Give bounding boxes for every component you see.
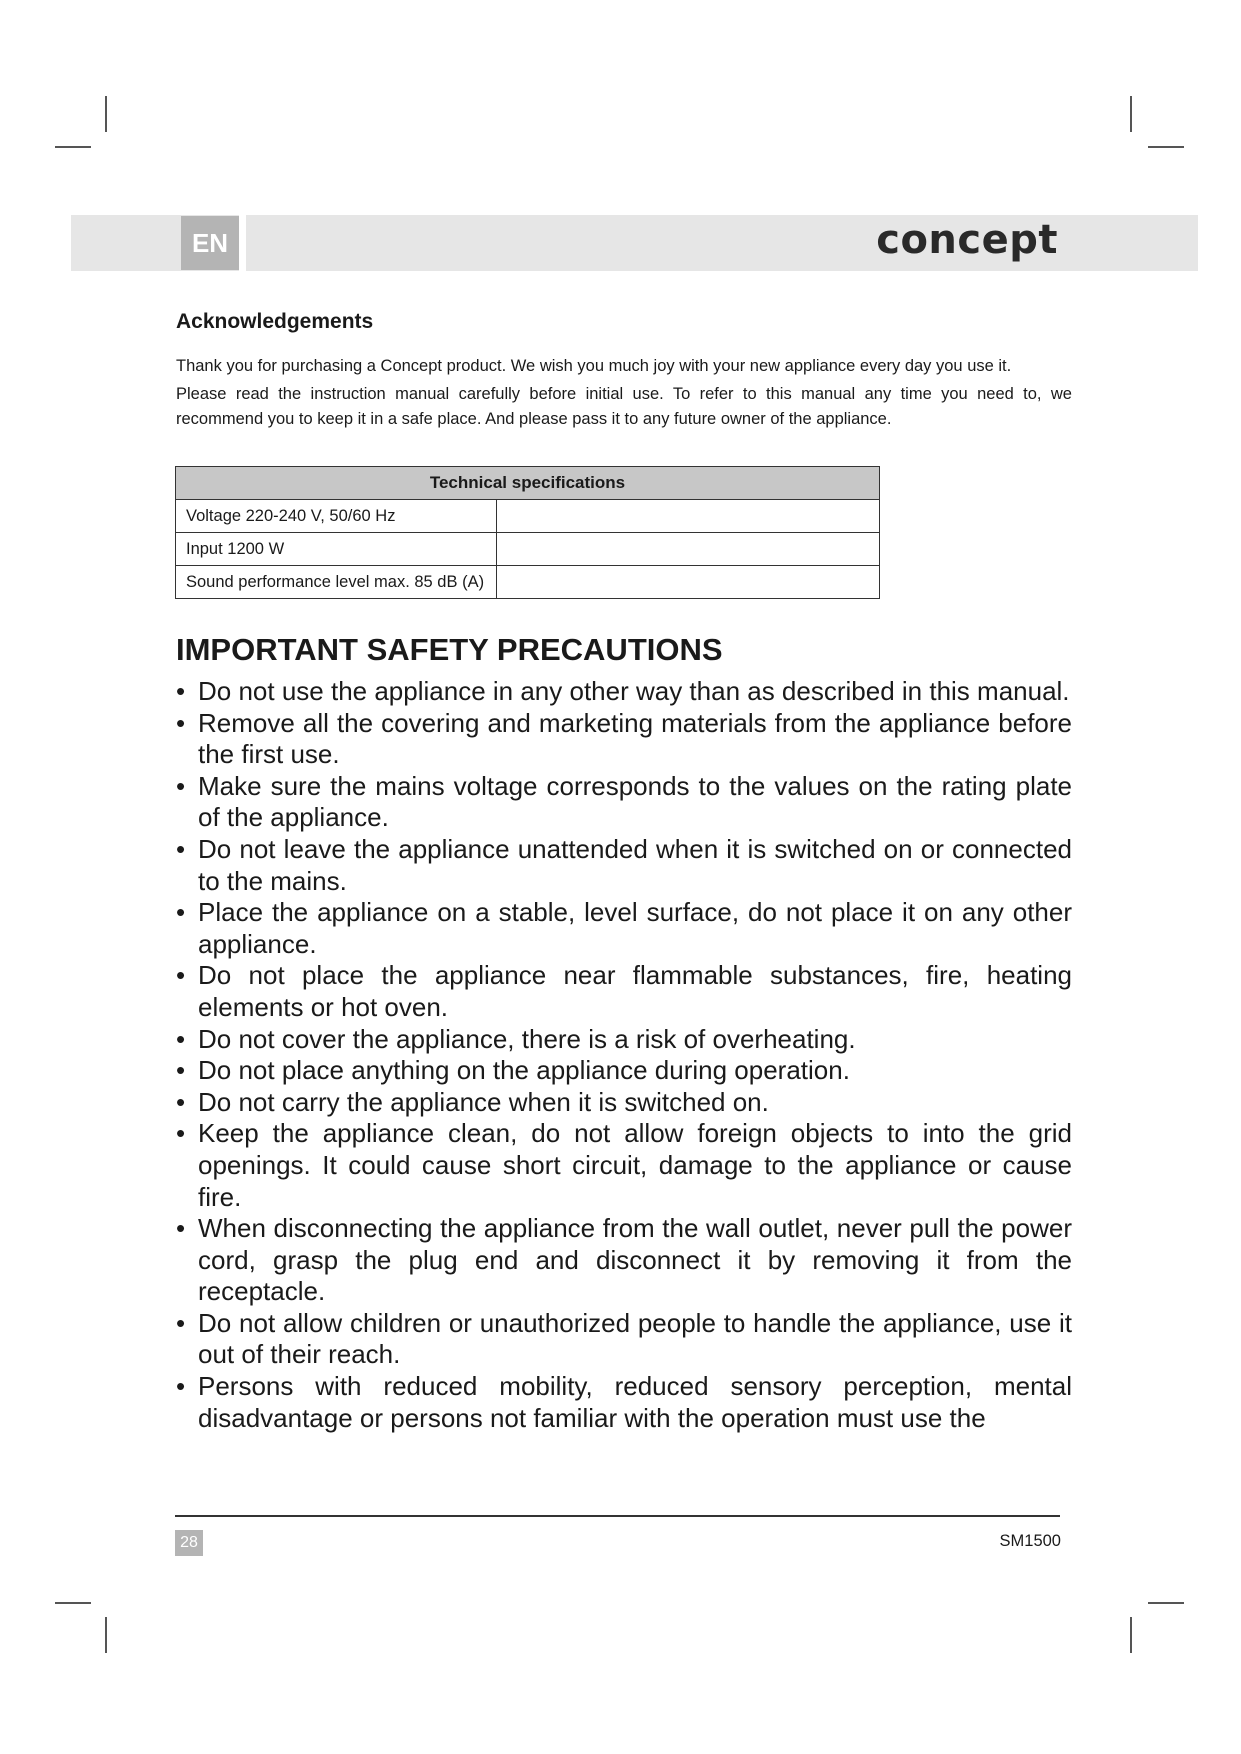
acknowledgements-section bbox=[176, 310, 1072, 435]
bullet: • bbox=[176, 676, 186, 706]
bullet: • bbox=[176, 1213, 186, 1244]
crop-mark-top-left-h bbox=[55, 146, 91, 148]
list-item bbox=[176, 834, 1072, 897]
bullet: • bbox=[176, 1055, 186, 1086]
list-item bbox=[176, 1308, 1072, 1371]
specs-voltage-value bbox=[497, 500, 880, 533]
crop-mark-bottom-left-h bbox=[55, 1602, 91, 1604]
safety-item-text: Persons with reduced mobility, reduced sensory perception, mental disadvantage or persons not familiar with the operation must use the bbox=[198, 1371, 1072, 1433]
safety-item-text: Do not allow children or unauthorized people to handle the appliance, use it out of their reach. bbox=[198, 1307, 1072, 1370]
list-item bbox=[176, 1213, 1072, 1308]
model-number: SM1500 bbox=[999, 1532, 1061, 1550]
list-item bbox=[176, 960, 1072, 1023]
bullet: • bbox=[176, 1307, 186, 1338]
safety-item-text: Make sure the mains voltage corresponds to the values on the rating plate of the appliance. bbox=[198, 770, 1072, 833]
crop-mark-bottom-right-v bbox=[1130, 1617, 1132, 1653]
list-item bbox=[176, 771, 1072, 834]
safety-item-text: Do not cover the appliance, there is a risk of overheating. bbox=[198, 1023, 856, 1054]
safety-item-text: Do not place anything on the appliance during operation. bbox=[198, 1055, 850, 1086]
list-item bbox=[176, 1055, 1072, 1087]
table-row bbox=[176, 566, 880, 599]
specs-sound-level: Sound performance level max. 85 dB (A) bbox=[176, 566, 497, 599]
bullet: • bbox=[176, 1118, 186, 1149]
crop-mark-top-right-v bbox=[1130, 96, 1132, 132]
footer-rule bbox=[175, 1515, 1060, 1517]
bullet: • bbox=[176, 960, 186, 991]
safety-item-text: Keep the appliance clean, do not allow foreign objects to into the grid openings. It could cause short circuit, damage to the appliance or cause fire. bbox=[198, 1118, 1072, 1212]
bullet: • bbox=[176, 770, 186, 801]
list-item bbox=[176, 1371, 1072, 1434]
bullet: • bbox=[176, 707, 186, 738]
safety-section bbox=[176, 632, 1072, 1434]
header-separator bbox=[239, 215, 246, 271]
brand-logo: concept bbox=[876, 217, 1058, 263]
acknowledgements-title: Acknowledgements bbox=[176, 310, 374, 333]
safety-title: IMPORTANT SAFETY PRECAUTIONS bbox=[176, 632, 723, 667]
safety-item-text: Do not carry the appliance when it is switched on. bbox=[198, 1086, 769, 1117]
crop-mark-top-right-h bbox=[1148, 146, 1184, 148]
safety-item-text: When disconnecting the appliance from the wall outlet, never pull the power cord, grasp the plug end and disconnect it by removing it from the receptacle. bbox=[198, 1213, 1072, 1307]
specs-input-value bbox=[497, 533, 880, 566]
safety-item-text: Place the appliance on a stable, level surface, do not place it on any other appliance. bbox=[198, 897, 1072, 959]
safety-item-text: Do not use the appliance in any other way than as described in this manual. bbox=[198, 676, 1070, 706]
safety-item-text: Remove all the covering and marketing materials from the appliance before the first use. bbox=[198, 707, 1072, 770]
safety-list bbox=[176, 676, 1072, 1434]
table-row bbox=[176, 500, 880, 533]
safety-item-text: Do not leave the appliance unattended when it is switched on or connected to the mains. bbox=[198, 833, 1072, 896]
specs-sound-level-value bbox=[497, 566, 880, 599]
list-item bbox=[176, 708, 1072, 771]
list-item bbox=[176, 1118, 1072, 1213]
bullet: • bbox=[176, 1086, 186, 1117]
crop-mark-bottom-right-h bbox=[1148, 1602, 1184, 1604]
list-item bbox=[176, 676, 1072, 708]
page-number: 28 bbox=[175, 1530, 203, 1556]
list-item bbox=[176, 1087, 1072, 1119]
bullet: • bbox=[176, 897, 186, 928]
acknowledgements-paragraph-1: Thank you for purchasing a Concept product. We wish you much joy with your new appliance every day you use it. bbox=[176, 357, 1012, 375]
specs-input: Input 1200 W bbox=[176, 533, 497, 566]
acknowledgements-paragraph-2: Please read the instruction manual carefully before initial use. To refer to this manual any time you need to, we recommend you to keep it in a safe place. And please pass it to any future owner of the appliance. bbox=[176, 385, 1072, 428]
specs-table bbox=[175, 466, 880, 599]
bullet: • bbox=[176, 833, 186, 864]
specs-voltage: Voltage 220-240 V, 50/60 Hz bbox=[176, 500, 497, 533]
crop-mark-top-left-v bbox=[105, 96, 107, 132]
crop-mark-bottom-left-v bbox=[105, 1617, 107, 1653]
list-item bbox=[176, 1024, 1072, 1056]
specs-table-title: Technical specifications bbox=[176, 467, 880, 500]
language-badge: EN bbox=[181, 216, 239, 270]
list-item bbox=[176, 897, 1072, 960]
bullet: • bbox=[176, 1023, 186, 1054]
safety-item-text: Do not place the appliance near flammable substances, fire, heating elements or hot oven. bbox=[198, 960, 1072, 1022]
table-row bbox=[176, 533, 880, 566]
bullet: • bbox=[176, 1371, 186, 1402]
